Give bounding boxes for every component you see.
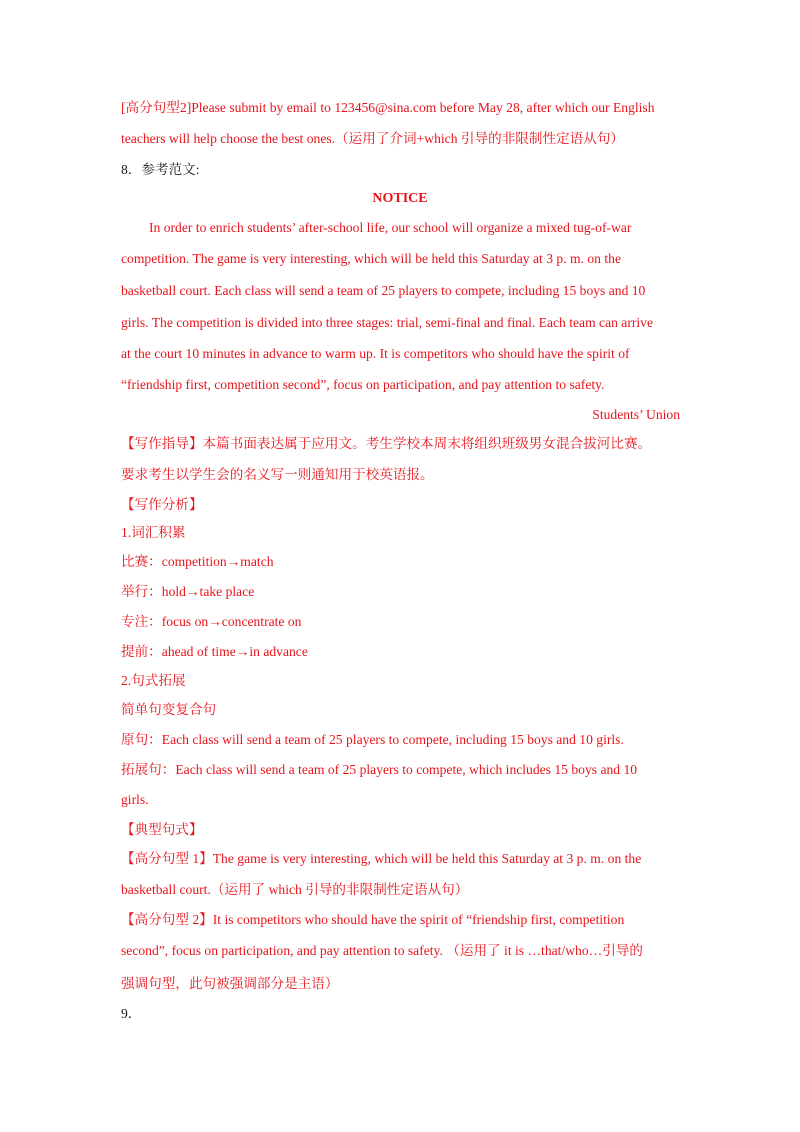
text-line: 提前：ahead of time→in advance — [121, 644, 308, 659]
section-heading: 9． — [121, 1006, 142, 1021]
text-line: 原句：Each class will send a team of 25 players to compete, including 15 boys and 10 girls. — [121, 732, 624, 747]
notice-title: NOTICE — [372, 191, 428, 206]
text-line: competition. The game is very interesting, which will be held this Saturday at 3 p. m. on the — [121, 251, 621, 266]
text-line: 简单句变复合句 — [121, 702, 217, 717]
text-line: 拓展句：Each class will send a team of 25 players to compete, which includes 15 boys and 10 — [121, 762, 638, 777]
text-line: In order to enrich students’ after-school life, our school will organize a mixed tug-of-war — [149, 220, 632, 235]
text-line: 2.句式拓展 — [121, 673, 186, 688]
text-line: [高分句型2]Please submit by email to 123456@sina.com before May 28, after which our English — [121, 100, 655, 115]
text-line: 1.词汇积累 — [121, 525, 186, 540]
text-line: 【写作分析】 — [121, 497, 203, 512]
text-line: 举行：hold→take place — [121, 584, 255, 599]
text-line: at the court 10 minutes in advance to warm up. It is competitors who should have the spirit of — [121, 346, 630, 361]
text-line: second”, focus on participation, and pay attention to safety. （运用了 it is …that/who…引导的 — [121, 943, 643, 958]
text-line: 【高分句型 2】It is competitors who should have the spirit of “friendship first, competition — [121, 912, 625, 927]
text-line: 【写作指导】本篇书面表达属于应用文。考生学校本周末将组织班级男女混合拔河比赛。 — [121, 436, 652, 451]
text-line: basketball court. Each class will send a team of 25 players to compete, including 15 boys and 10 — [121, 283, 646, 298]
text-line: 强调句型，此句被强调部分是主语） — [121, 976, 339, 991]
text-line: “friendship first, competition second”, focus on participation, and pay attention to safety. — [121, 377, 605, 392]
text-line: 比赛：competition→match — [121, 554, 274, 569]
text-line: girls. The competition is divided into three stages: trial, semi-final and final. Each team can arrive — [121, 315, 654, 330]
signature: Students’ Union — [592, 407, 680, 422]
text-line: 【典型句式】 — [121, 822, 203, 837]
text-line: girls. — [121, 792, 149, 807]
text-line: 要求考生以学生会的名义写一则通知用于校英语报。 — [121, 467, 434, 482]
text-line: teachers will help choose the best ones.（运用了介词+which 引导的非限制性定语从句） — [121, 131, 625, 146]
text-line: basketball court.（运用了 which 引导的非限制性定语从句） — [121, 882, 469, 897]
text-line: 专注：focus on→concentrate on — [121, 614, 302, 629]
text-line: 【高分句型 1】The game is very interesting, which will be held this Saturday at 3 p. m. on the — [121, 851, 642, 866]
section-heading: 8．参考范文: — [121, 162, 200, 177]
